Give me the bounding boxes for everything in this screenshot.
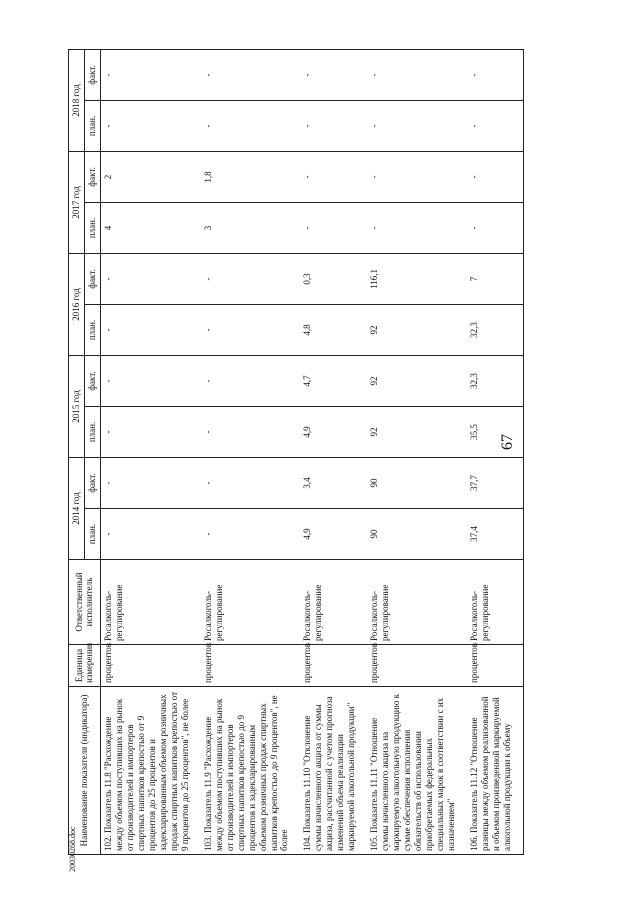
value-cell: - [367, 49, 467, 100]
header-responsible: Ответственный исполнитель [69, 560, 101, 645]
value-cell: 35,5 [467, 406, 523, 457]
header-fact: факт. [84, 355, 100, 406]
value-cell: - [467, 151, 523, 202]
header-year-2016: 2016 год [69, 253, 85, 355]
header-fact: факт. [84, 253, 100, 304]
responsible-cell: Росалкоголь-регулирование [201, 560, 301, 645]
value-cell: 92 [367, 355, 467, 406]
value-cell: 92 [367, 304, 467, 355]
header-plan: план. [84, 100, 100, 151]
value-cell: - [201, 509, 301, 560]
page-number: 67 [499, 434, 516, 450]
value-cell: 4,7 [300, 355, 367, 406]
unit-cell: процентов [300, 645, 367, 687]
header-plan: план. [84, 406, 100, 457]
value-cell: 4 [100, 202, 200, 253]
value-cell: 3,4 [300, 457, 367, 508]
responsible-cell: Росалкоголь-регулирование [367, 560, 467, 645]
value-cell: - [201, 304, 301, 355]
value-cell: - [201, 355, 301, 406]
indicator-name: 106. Показатель 11.12 "Отношение разницы между объемом реализованной и объемом произведенной маркируемой алкогольной продукции к объему [467, 687, 523, 855]
value-cell: 4,9 [300, 509, 367, 560]
unit-cell: процентов [201, 645, 301, 687]
header-year-2018: 2018 год [69, 49, 85, 151]
value-cell: 90 [367, 457, 467, 508]
value-cell: - [367, 151, 467, 202]
indicator-name: 102. Показатель 11.8 "Расхождение между объемом поступивших на рынок от производителей и импортеров спиртных напитков крепостью от 9 процентов до 25 процентов и задекларированным объемом розничных продаж спиртных напитков крепостью от 9 процентов до 25 процентов", не более [100, 687, 200, 855]
indicator-name: 105. Показатель 11.11 "Отношение суммы начисленного акциза на маркируемую алкогольную продукцию к сумме обеспечения исполнения обязательств об использовании приобретаемых федеральных специальных марок в соответствии с их назначением" [367, 687, 467, 855]
responsible-cell: Росалкоголь-регулирование [300, 560, 367, 645]
table-row [100, 49, 200, 854]
value-cell: 1,8 [201, 151, 301, 202]
unit-cell: процентов [367, 645, 467, 687]
header-plan: план. [84, 509, 100, 560]
value-cell: 3 [201, 202, 301, 253]
value-cell: 2 [100, 151, 200, 202]
footer-filename: 20030268.doc [68, 826, 77, 872]
value-cell: - [300, 49, 367, 100]
table-row [201, 49, 301, 854]
responsible-cell: Росалкоголь-регулирование [467, 560, 523, 645]
value-cell: 4,9 [300, 406, 367, 457]
unit-cell: процентов [100, 645, 200, 687]
header-fact: факт. [84, 49, 100, 100]
value-cell: - [367, 100, 467, 151]
table-row [367, 49, 467, 854]
value-cell: 37,4 [467, 509, 523, 560]
value-cell: - [100, 355, 200, 406]
header-year-2017: 2017 год [69, 151, 85, 253]
header-year-2015: 2015 год [69, 355, 85, 457]
value-cell: 0,3 [300, 253, 367, 304]
value-cell: - [100, 509, 200, 560]
value-cell: - [100, 100, 200, 151]
unit-cell: процентов [467, 645, 523, 687]
value-cell: 90 [367, 509, 467, 560]
value-cell: 37,7 [467, 457, 523, 508]
value-cell: - [100, 457, 200, 508]
header-fact: факт. [84, 151, 100, 202]
value-cell: - [367, 202, 467, 253]
header-unit: Единица измерения [69, 645, 101, 687]
header-plan: план. [84, 304, 100, 355]
value-cell: - [201, 49, 301, 100]
indicator-name: 103. Показатель 11.9 "Расхождение между объемом поступивших на рынок от производителей и импортеров спиртных напитков крепостью до 9 процентов и задекларированным объемом розничных продаж спиртных напитков крепостью до 9 процентов", не более [201, 687, 301, 855]
table-row [300, 49, 367, 854]
indicator-name: 104. Показатель 11.10 "Отклонение суммы начисленного акциза от суммы акциза, рассчитанной с учетом прогноза изменений объема реализации маркируемой алкогольной продукции" [300, 687, 367, 855]
value-cell: - [100, 406, 200, 457]
value-cell: - [201, 406, 301, 457]
value-cell: - [201, 100, 301, 151]
value-cell: - [467, 49, 523, 100]
value-cell: - [300, 100, 367, 151]
value-cell: - [100, 304, 200, 355]
header-year-2014: 2014 год [69, 457, 85, 559]
value-cell: 92 [367, 406, 467, 457]
header-name: Наименование показателя (индикатора) [69, 687, 101, 855]
value-cell: - [100, 253, 200, 304]
value-cell: - [100, 49, 200, 100]
value-cell: 116,1 [367, 253, 467, 304]
value-cell: - [467, 202, 523, 253]
value-cell: - [201, 457, 301, 508]
value-cell: - [300, 151, 367, 202]
header-plan: план. [84, 202, 100, 253]
value-cell: - [201, 253, 301, 304]
indicator-table [68, 49, 524, 855]
value-cell: 32,3 [467, 355, 523, 406]
header-fact: факт. [84, 457, 100, 508]
table-row [467, 49, 523, 854]
value-cell: 4,8 [300, 304, 367, 355]
value-cell: - [300, 202, 367, 253]
value-cell: - [467, 100, 523, 151]
responsible-cell: Росалкоголь-регулирование [100, 560, 200, 645]
value-cell: 32,3 [467, 304, 523, 355]
value-cell: 7 [467, 253, 523, 304]
